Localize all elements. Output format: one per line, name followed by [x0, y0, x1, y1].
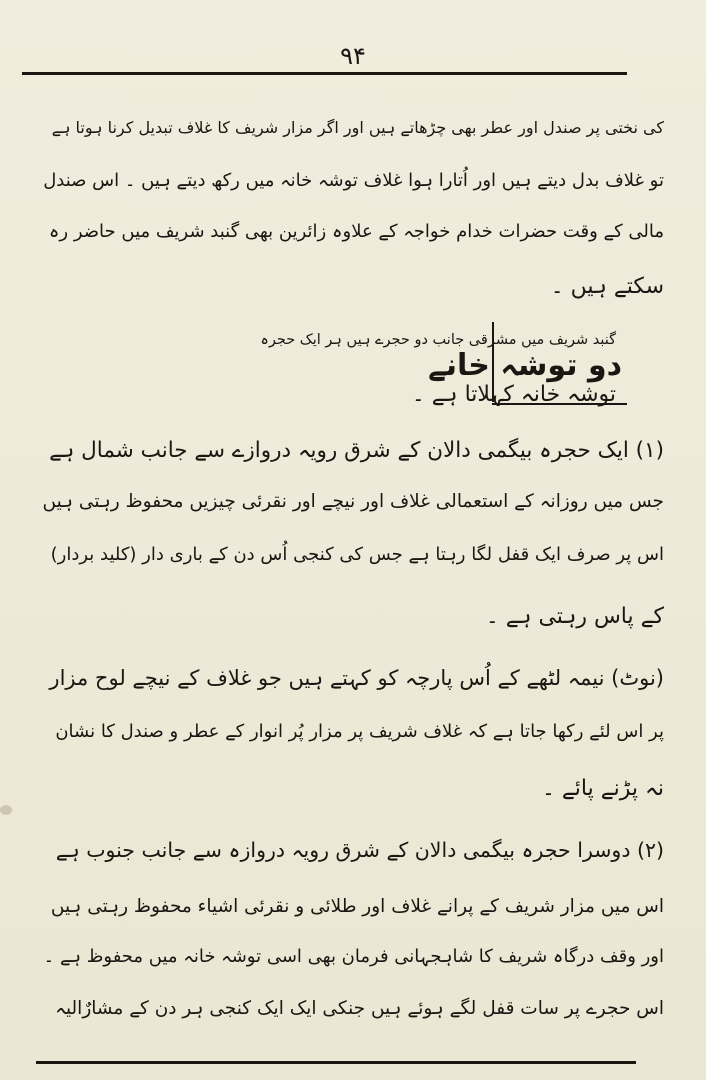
intro-line-4: سکتے ہیں ۔: [550, 274, 664, 299]
section-heading: دو توشہ خانے: [428, 348, 622, 383]
note-line-1: (نوٹ) نیمہ لٹھے کے اُس پارچہ کو کہتے ہیں جو غلاف کے نیچے لوح مزار: [49, 666, 664, 690]
paper-blemish: [0, 805, 12, 815]
note-line-3: نہ پڑنے پائے ۔: [542, 776, 664, 801]
item-2-line-4: اس حجرے پر سات قفل لگے ہوئے ہیں جنکی ایک ایک کنجی ہر دن کے مشارٌالیہ: [55, 998, 664, 1019]
item-2-line-2: اس میں مزار شریف کے پرانے غلاف اور طلائی و نقرئی اشیاء محفوظ رہتی ہیں: [50, 896, 664, 917]
item-1-line-4: کے پاس رہتی ہے ۔: [485, 604, 664, 629]
item-1-line-2: جس میں روزانہ کے استعمالی غلاف اور نیچے اور نقرئی چیزیں محفوظ رہتی ہیں: [42, 491, 664, 512]
section-intro-line-2: توشہ خانہ کہلاتا ہے ۔: [411, 382, 616, 407]
intro-line-1: کی نختی پر صندل اور عطر بھی چڑھاتے ہیں اور اگر مزار شریف کا غلاف تبدیل کرنا ہوتا ہے: [51, 118, 664, 137]
page-number: ۹۴: [340, 42, 366, 70]
intro-line-3: مالی کے وقت حضرات خدام خواجہ کے علاوہ زائرین بھی گنبد شریف میں حاضر رہ: [48, 221, 664, 242]
item-2-line-1: (۲) دوسرا حجرہ بیگمی دالان کے شرق رویہ دروازہ سے جانب جنوب ہے: [55, 838, 664, 862]
intro-line-2: تو غلاف بدل دیتے ہیں اور اُتارا ہوا غلاف توشہ خانہ میں رکھ دیتے ہیں ۔ اس صندل: [43, 170, 664, 191]
item-2-line-3: اور وقف درگاہ شریف کا شاہجہانی فرمان بھی اسی توشہ خانہ میں محفوظ ہے ۔: [43, 946, 664, 967]
bottom-rule: [36, 1061, 636, 1064]
note-line-2: پر اس لئے رکھا جاتا ہے کہ غلاف شریف پر مزار پُر انوار کے عطر و صندل کا نشان: [55, 721, 664, 742]
top-rule: [22, 72, 627, 75]
item-1-line-1: (۱) ایک حجرہ بیگمی دالان کے شرق رویہ دروازے سے جانب شمال ہے: [49, 438, 664, 463]
section-intro-line-1: گنبد شریف میں مشرقی جانب دو حجرے ہیں ہر ایک حجرہ: [260, 332, 616, 348]
item-1-line-3: اس پر صرف ایک قفل لگا رہتا ہے جس کی کنجی اُس دن کے باری دار (کلید بردار): [50, 544, 664, 565]
